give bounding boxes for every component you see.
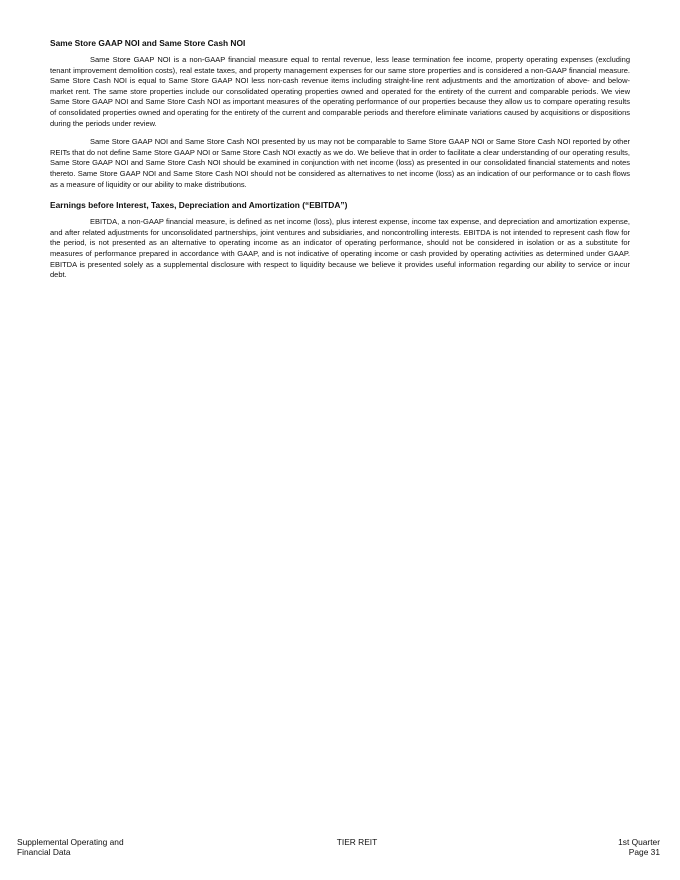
- section-same-store-noi: [50, 38, 630, 190]
- section-ebitda: [50, 200, 630, 281]
- footer-page-info: [540, 837, 660, 857]
- footer-company-name: TIER REIT: [336, 837, 378, 847]
- paragraph: Same Store GAAP NOI is a non-GAAP financial measure equal to rental revenue, less lease termination fee income, property operating expenses (excluding tenant improvement demolition costs), real estate taxes, and property management expenses for our same store properties and is considered a non-GAAP financial measure. Same Store Cash NOI is equal to Same Store GAAP NOI less non-cash revenue items including straight-line rent adjustments and the amortization of above- and below-market rent. The same store properties include our consolidated operating properties owned and operated for the entirety of the current and comparable periods. We view Same Store GAAP NOI and Same Store Cash NOI as important measures of the operating performance of our properties because they allow us to compare operating results of consolidated properties owned and operating for the entirety of the current and comparable periods and therefore eliminate variations caused by acquisitions or dispositions during the periods under review.: [50, 55, 630, 128]
- footer-quarter: 1st Quarter: [618, 837, 660, 847]
- footer-page-number: Page 31: [628, 847, 660, 857]
- footer-left-line: Financial Data: [17, 847, 71, 857]
- section-heading: Same Store GAAP NOI and Same Store Cash NOI: [50, 38, 246, 48]
- section-heading: Earnings before Interest, Taxes, Depreciation and Amortization (“EBITDA”): [50, 200, 348, 211]
- paragraph: EBITDA, a non-GAAP financial measure, is defined as net income (loss), plus interest expense, income tax expense, and depreciation and amortization expense, and after related adjustments for unconsolidated partnerships, joint ventures and subsidiaries, and noncontrolling interests. EBITDA is not intended to represent cash flow for the period, is not presented as an alternative to operating income as an indicator of operating performance, should not be considered in isolation or as a substitute for measures of performance prepared in accordance with GAAP, and is not indicative of operating income or cash provided by operating activities as determined under GAAP. EBITDA is presented solely as a supplemental disclosure with respect to liquidity because we believe it provides useful information regarding our ability to service or incur debt.: [50, 217, 630, 280]
- footer-document-title: [17, 837, 217, 857]
- paragraph: Same Store GAAP NOI and Same Store Cash NOI presented by us may not be comparable to Same Store GAAP NOI or Same Store Cash NOI reported by other REITs that do not define Same Store GAAP NOI or Same Store Cash NOI exactly as we do. We believe that in order to facilitate a clear understanding of our operating results, Same Store GAAP NOI and Same Store Cash NOI should be examined in conjunction with net income (loss) as presented in our consolidated financial statements and notes thereto. Same Store GAAP NOI and Same Store Cash NOI should not be considered as alternatives to net income (loss) as an indication of our performance or to cash flows as a measure of liquidity or our ability to make distributions.: [50, 137, 630, 189]
- document-body: [50, 38, 630, 291]
- footer-left-line: Supplemental Operating and: [17, 837, 124, 847]
